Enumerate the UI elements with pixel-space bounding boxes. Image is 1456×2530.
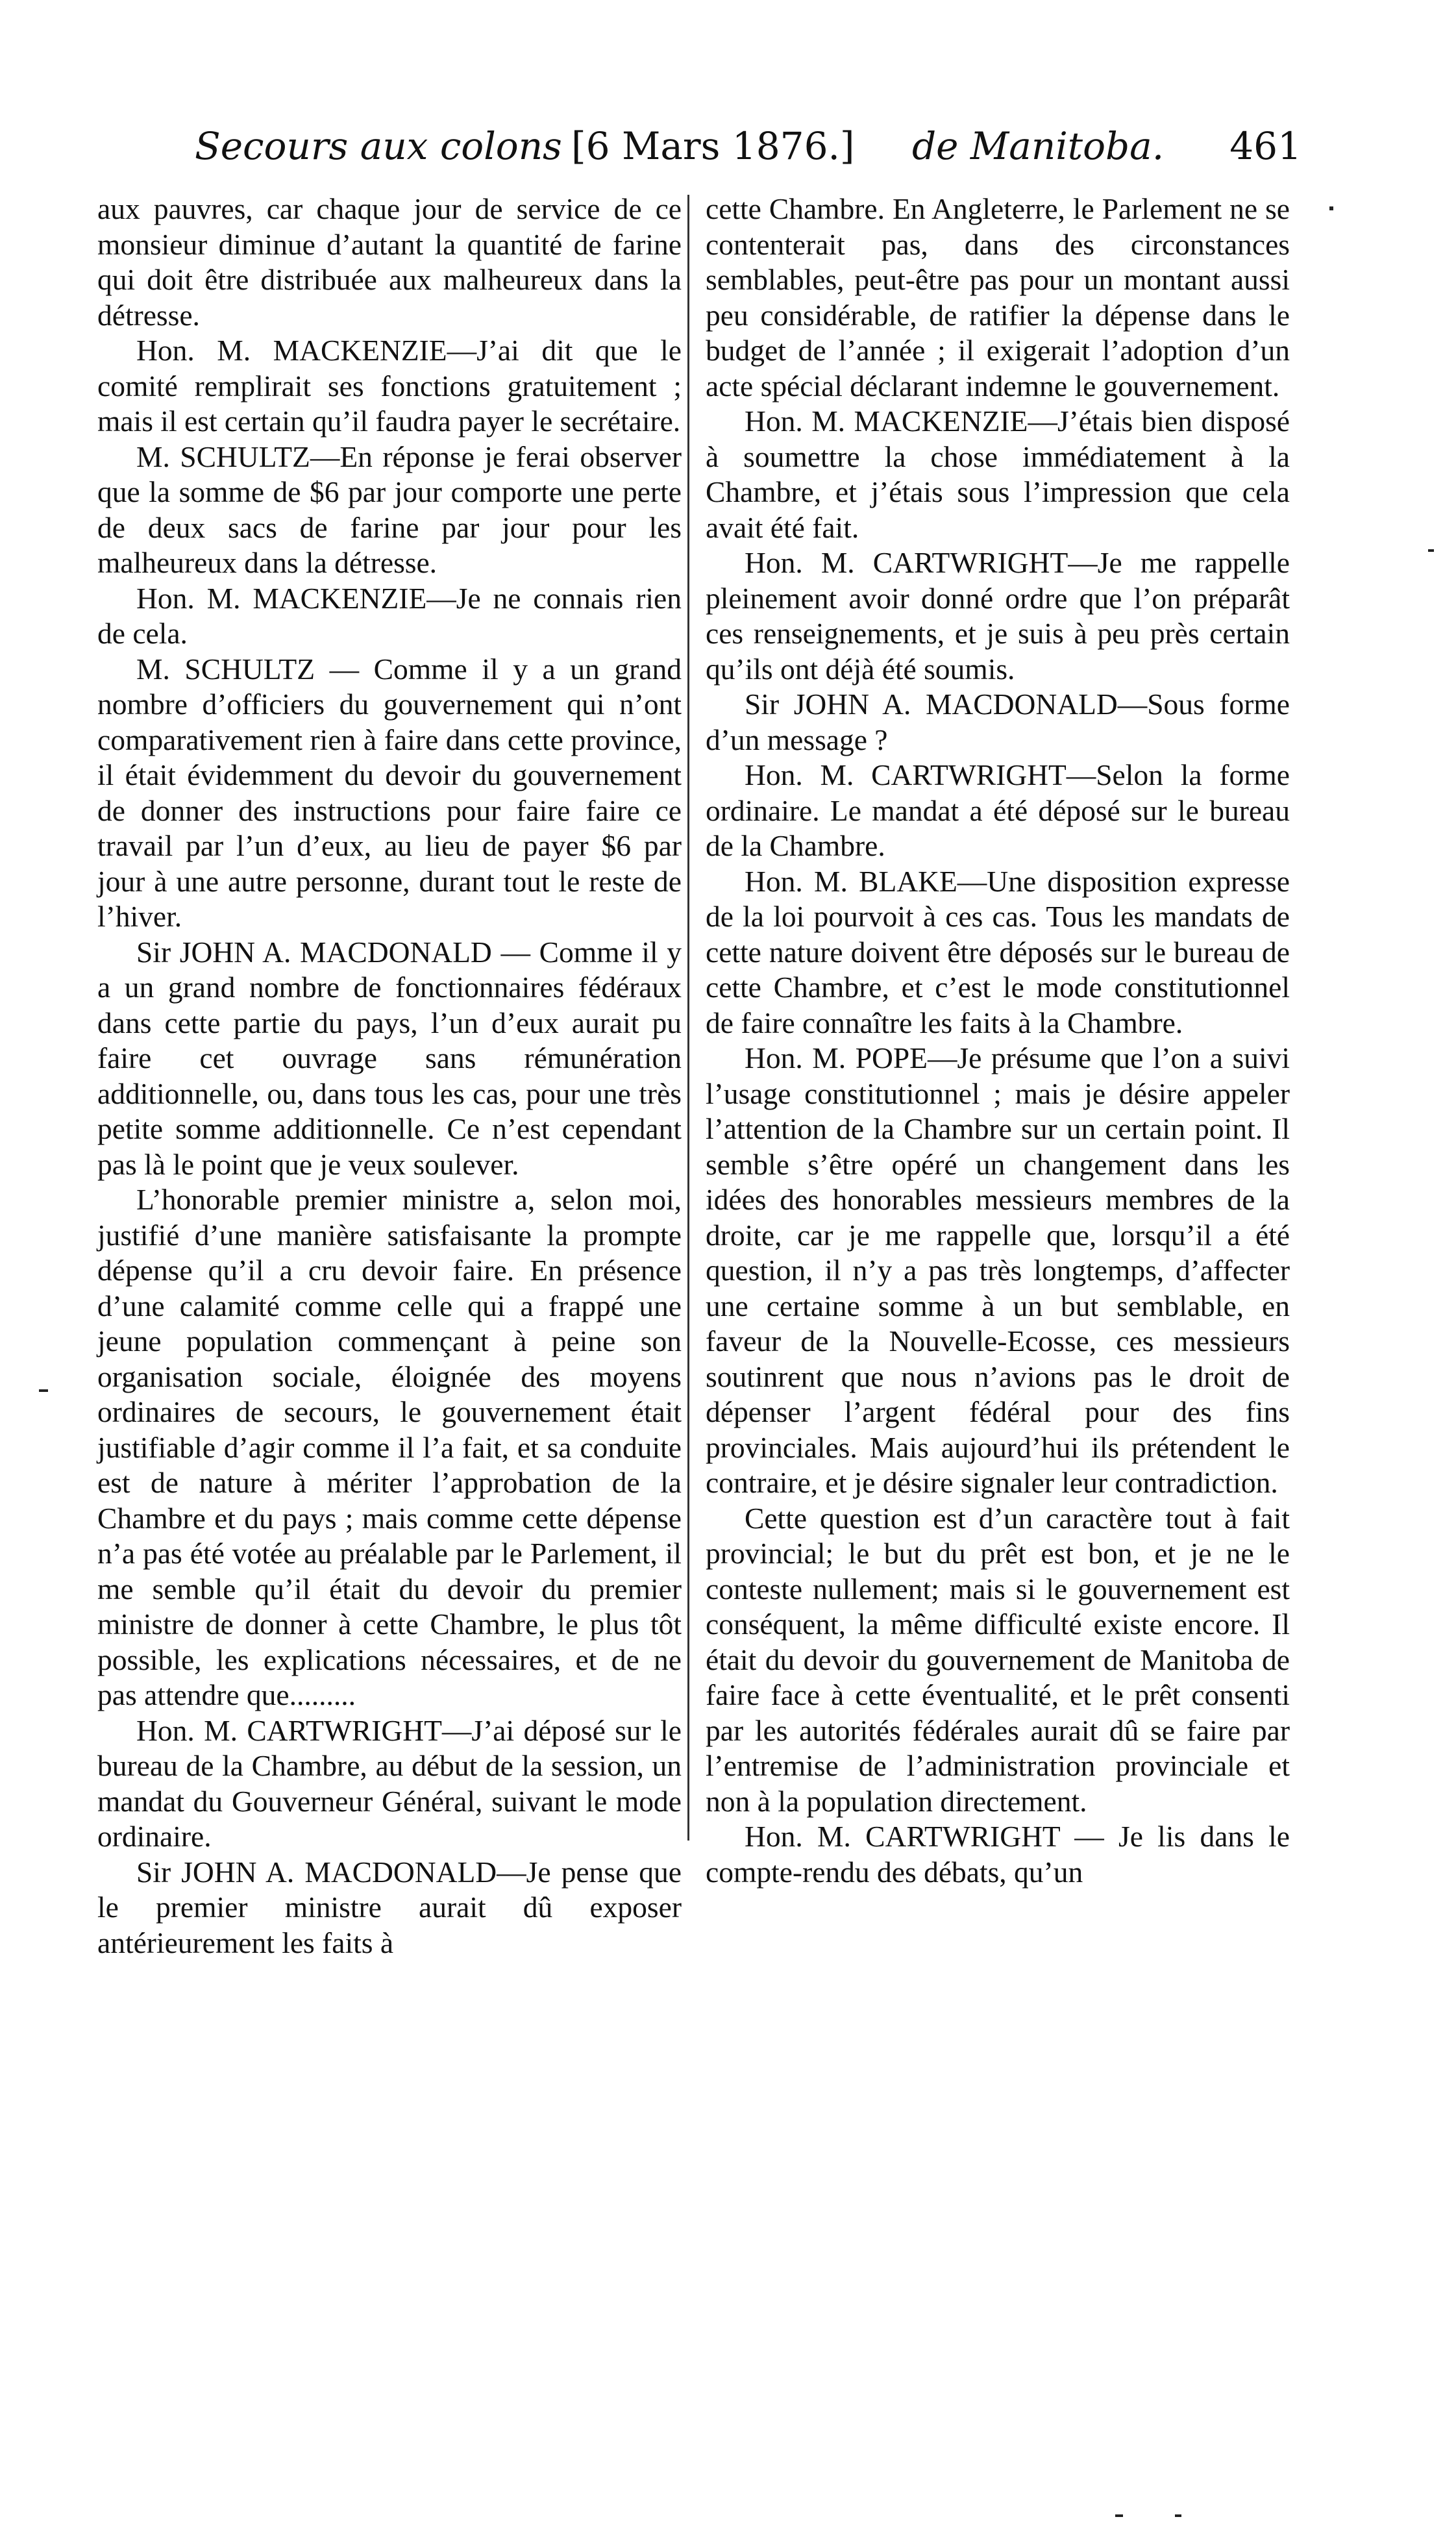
right-column bbox=[706, 192, 1290, 1890]
print-speck bbox=[1329, 206, 1333, 210]
paragraph: M. SCHULTZ—En réponse je ferai observer que la somme de $6 par jour comporte une perte de deux sacs de farine par jour pour les malheureux dans la détresse. bbox=[97, 440, 682, 579]
print-speck bbox=[39, 1389, 48, 1392]
paragraph: aux pauvres, car chaque jour de service de ce monsieur diminue d’autant la quantité de farine qui doit être distribuée aux malheureux dans la détresse. bbox=[97, 192, 682, 332]
column-divider bbox=[687, 195, 689, 1841]
paragraph: M. SCHULTZ — Comme il y a un grand nombre d’officiers du gouvernement qui n’ont comparativement rien à faire dans cette province, il était évidemment du devoir du gouvernement de donner des instructions pour faire faire ce travail par l’un d’eux, au lieu de payer $6 par jour à une autre personne, durant tout le reste de l’hiver. bbox=[97, 652, 682, 933]
paragraph: Sir JOHN A. MACDONALD — Comme il y a un grand nombre de fonctionnaires fédéraux dans cette partie du pays, l’un d’eux aurait pu faire cet ouvrage sans rémunération additionnelle, ou, dans tous les cas, pour une très petite somme additionnelle. Ce n’est cependant pas là le point que je veux soulever. bbox=[97, 935, 682, 1181]
paragraph: Hon. M. CARTWRIGHT—Je me rappelle pleinement avoir donné ordre que l’on préparât ces renseignements, et je suis à peu près certain qu’ils ont déjà été soumis. bbox=[706, 546, 1290, 686]
header-section-subtitle: de Manitoba. bbox=[912, 124, 1165, 168]
print-speck bbox=[1428, 549, 1434, 552]
paragraph: Hon. M. CARTWRIGHT—Selon la forme ordinaire. Le mandat a été déposé sur le bureau de la Chambre. bbox=[706, 758, 1290, 862]
page-number: 461 bbox=[1229, 124, 1302, 168]
paragraph: Hon. M. BLAKE—Une disposition expresse de la loi pourvoit à ces cas. Tous les mandats de cette nature doivent être déposés sur le bureau de cette Chambre, et c’est le mode constitutionnel de faire connaître les faits à la Chambre. bbox=[706, 864, 1290, 1039]
paragraph: Hon. M. MACKENZIE—Je ne connais rien de cela. bbox=[97, 581, 682, 650]
paragraph: L’honorable premier ministre a, selon moi, justifié d’une manière satisfaisante la prompte dépense qu’il a cru devoir faire. En présence d’une calamité comme celle qui a frappé une jeune population commençant à peine son organisation sociale, éloignée des moyens ordinaires de secours, le gouvernement était justifiable d’agir comme il l’a fait, et sa conduite est de nature à mériter l’approbation de la Chambre et du pays ; mais comme cette dépense n’a pas été votée au préalable par le Parlement, il me semble qu’il était du devoir du premier ministre de donner à cette Chambre, le plus tôt possible, les explications nécessaires, et de ne pas attendre que......... bbox=[97, 1183, 682, 1711]
paragraph: cette Chambre. En Angleterre, le Parlement ne se contenterait pas, dans des circonstances semblables, peut-être pas pour un montant aussi peu considérable, de ratifier la dépense dans le budget de l’année ; il exigerait l’adoption d’un acte spécial déclarant indemne le gouvernement. bbox=[706, 192, 1290, 403]
paragraph: Hon. M. MACKENZIE—J’ai dit que le comité remplirait ses fonctions gratuitement ; mais il est certain qu’il faudra payer le secrétaire. bbox=[97, 334, 682, 438]
paragraph: Sir JOHN A. MACDONALD—Sous forme d’un message ? bbox=[706, 688, 1290, 756]
paragraph: Hon. M. CARTWRIGHT—J’ai déposé sur le bureau de la Chambre, au début de la session, un mandat du Gouverneur Général, suivant le mode ordinaire. bbox=[97, 1713, 682, 1853]
header-section-title: Secours aux colons bbox=[195, 124, 562, 168]
running-header bbox=[182, 117, 1302, 175]
paragraph: Sir JOHN A. MACDONALD—Je pense que le premier ministre aurait dû exposer antérieurement les faits à bbox=[97, 1855, 682, 1959]
print-speck bbox=[1115, 2514, 1123, 2517]
print-speck bbox=[1175, 2514, 1181, 2517]
left-column bbox=[97, 192, 682, 1961]
paragraph: Hon. M. MACKENZIE—J’étais bien disposé à soumettre la chose immédiatement à la Chambre, et j’étais sous l’impression que cela avait été fait. bbox=[706, 404, 1290, 544]
paragraph: Hon. M. CARTWRIGHT — Je lis dans le compte-rendu des débats, qu’un bbox=[706, 1820, 1290, 1889]
paragraph: Cette question est d’un caractère tout à fait provincial; le but du prêt est bon, et je ne le conteste nullement; mais si le gouvernement est conséquent, la même difficulté existe encore. Il était du devoir du gouvernement de Manitoba de faire face à cette éventualité, et le prêt consenti par les autorités fédérales aurait dû se faire par l’entremise de l’administration provinciale et non à la population directement. bbox=[706, 1501, 1290, 1818]
paragraph: Hon. M. POPE—Je présume que l’on a suivi l’usage constitutionnel ; mais je désire appeler l’attention de la Chambre sur un certain point. Il semble s’être opéré un changement dans les idées des honorables messieurs membres de la droite, car je me rappelle que, lorsqu’il a été question, il n’y a pas très longtemps, d’affecter une certaine somme à un but semblable, en faveur de la Nouvelle-Ecosse, ces messieurs soutinrent que nous n’avions pas le droit de dépenser l’argent fédéral pour des fins provinciales. Mais aujourd’hui ils prétendent le contraire, et je désire signaler leur contradiction. bbox=[706, 1041, 1290, 1499]
header-date: [6 Mars 1876.] bbox=[571, 124, 855, 168]
